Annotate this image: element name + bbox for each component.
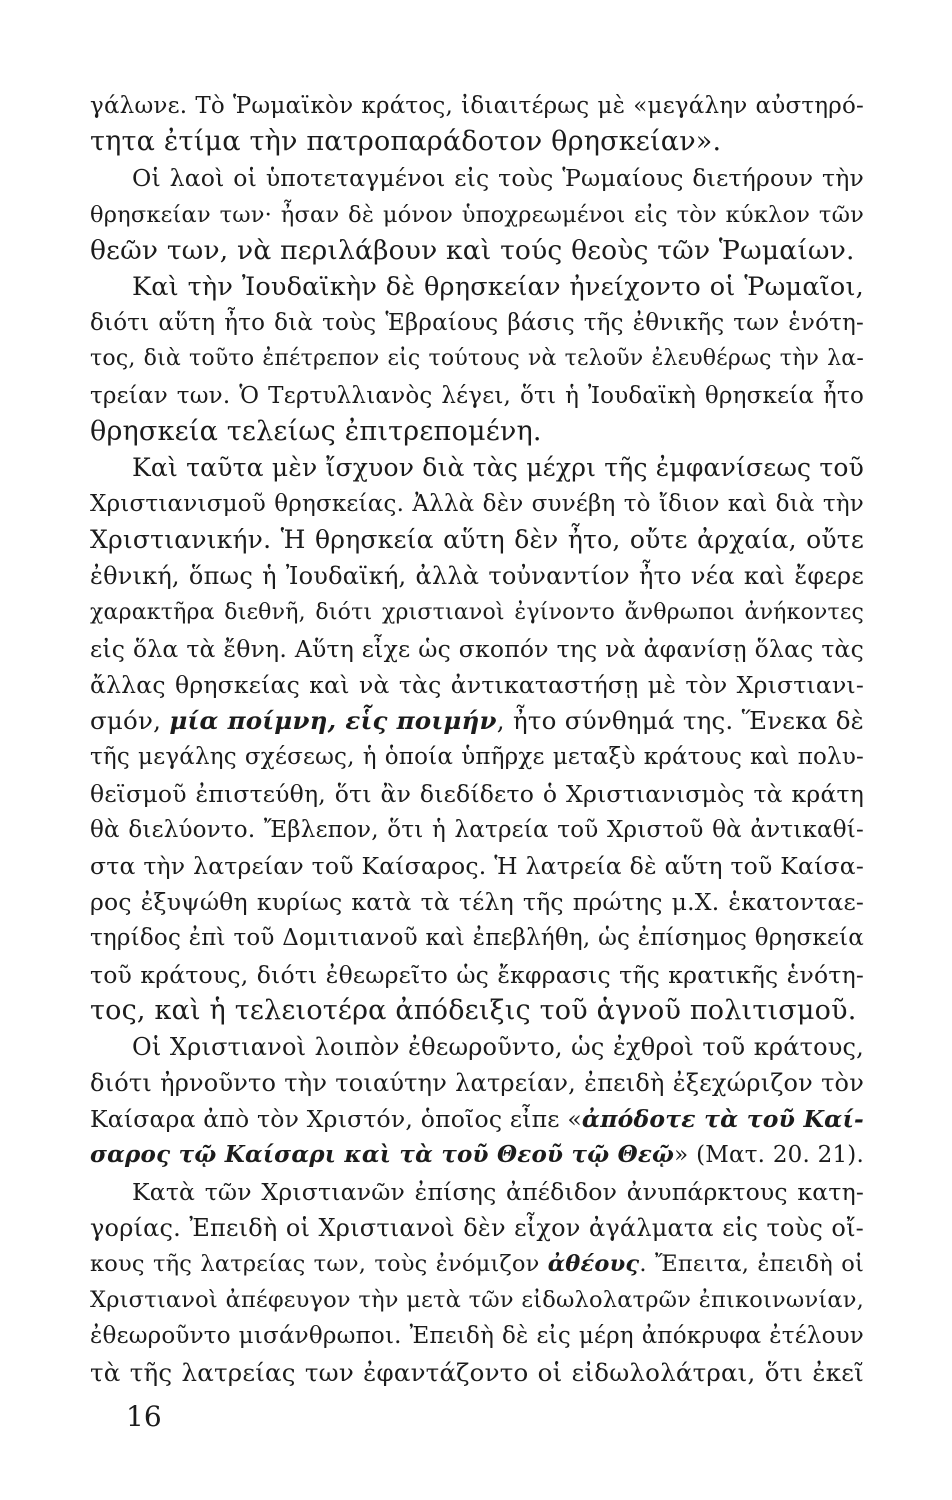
text-segment: ἐθεωροῦντο μισάνθρωποι. Ἐπειδὴ δὲ εἰς μέρη ἀπόκρυφα ἐτέλουν bbox=[90, 1323, 864, 1350]
text-segment: τὰ τῆς λατρείας των ἐφαντάζοντο οἱ εἰδωλολάτραι, ὅτι ἐκεῖ bbox=[90, 1357, 864, 1387]
text-line bbox=[90, 667, 864, 703]
text-line bbox=[90, 957, 864, 993]
text-line bbox=[90, 558, 864, 594]
text-segment: κους τῆς λατρείας των, τοὺς ἐνόμιζον bbox=[90, 1251, 548, 1277]
emphasis-text: μία ποίμνη, εἷς ποιμήν bbox=[169, 706, 497, 736]
text-segment: στα τὴν λατρείαν τοῦ Καίσαρος. Ἡ λατρεία δὲ αὕτη τοῦ Καίσα- bbox=[90, 851, 864, 880]
text-segment: θεῶν των, νὰ περιλάβουν καὶ τούς θεοὺς τῶν Ῥωμαίων. bbox=[90, 234, 855, 266]
text-line bbox=[90, 1101, 864, 1137]
text-segment: γορίας. Ἐπειδὴ οἱ Χριστιανοὶ δὲν εἶχον ἀγάλματα εἰς τοὺς οἴ- bbox=[90, 1213, 864, 1242]
text-segment: εἰς ὅλα τὰ ἔθνη. Αὕτη εἶχε ὡς σκοπόν της νὰ ἀφανίσῃ ὅλας τὰς bbox=[90, 634, 864, 663]
text-segment: διότι αὕτη ἦτο διὰ τοὺς Ἑβραίους βάσις τῆς ἐθνικῆς των ἑνότη- bbox=[90, 310, 864, 337]
text-line bbox=[90, 305, 864, 341]
text-line bbox=[90, 848, 864, 884]
text-line bbox=[90, 993, 864, 1029]
text-segment: θρησκείαν των· ἦσαν δὲ μόνον ὑποχρεωμένοι εἰς τὸν κύκλον τῶν bbox=[90, 201, 864, 228]
text-segment: τοῦ κράτους, διότι ἐθεωρεῖτο ὡς ἔκφρασις τῆς κρατικῆς ἑνότη- bbox=[90, 960, 864, 989]
text-line bbox=[90, 1210, 864, 1246]
text-line bbox=[90, 1318, 864, 1354]
text-segment: γάλωνε. Τὸ Ῥωμαϊκὸν κράτος, ἰδιαιτέρως μὲ «μεγάλην αὐστηρό- bbox=[90, 93, 864, 119]
text-segment: » (Ματ. 20. 21). bbox=[674, 1142, 864, 1169]
text-segment: θὰ διελύοντο. Ἔβλεπον, ὅτι ἡ λατρεία τοῦ Χριστοῦ θὰ ἀντικαθί- bbox=[90, 816, 864, 843]
text-segment: θεϊσμοῦ ἐπιστεύθη, ὅτι ἂν διεδίδετο ὁ Χριστιανισμὸς τὰ κράτη bbox=[90, 779, 864, 808]
text-line bbox=[90, 486, 864, 522]
text-segment: θρησκεία τελείως ἐπιτρεπομένη. bbox=[90, 415, 542, 447]
text-line bbox=[90, 378, 864, 414]
text-segment: τος, διὰ τοῦτο ἐπέτρεπον εἰς τούτους νὰ τελοῦν ἐλευθέρως τὴν λα- bbox=[90, 346, 864, 372]
text-line bbox=[90, 920, 864, 956]
text-segment: Καίσαρα ἀπὸ τὸν Χριστόν, ὁποῖος εἶπε « bbox=[90, 1105, 582, 1134]
text-segment: χαρακτῆρα διεθνῆ, διότι χριστιανοὶ ἐγίνοντο ἄνθρωποι ἀνήκοντες bbox=[90, 599, 864, 625]
text-segment: Κατὰ τῶν Χριστιανῶν ἐπίσης ἀπέδιδον ἀνυπάρκτους κατη- bbox=[132, 1177, 864, 1206]
text-line bbox=[90, 522, 864, 558]
text-line bbox=[90, 450, 864, 486]
text-segment: ρος ἐξυψώθη κυρίως κατὰ τὰ τέλη τῆς πρώτης μ.Χ. ἑκατονταε- bbox=[90, 888, 864, 917]
text-segment: τρείαν των. Ὁ Τερτυλλιανὸς λέγει, ὅτι ἡ Ἰουδαϊκὴ θρησκεία ἦτο bbox=[90, 382, 864, 409]
text-segment: τητα ἐτίμα τὴν πατροπαράδοτον θρησκείαν». bbox=[90, 126, 722, 158]
emphasis-text: σαρος τῷ Καίσαρι καὶ τὰ τοῦ Θεοῦ τῷ Θεῷ bbox=[90, 1141, 675, 1169]
text-line bbox=[90, 812, 864, 848]
text-segment: ἄλλας θρησκείας καὶ νὰ τὰς ἀντικαταστήσῃ μὲ τὸν Χριστιανι- bbox=[90, 671, 864, 699]
text-line bbox=[90, 1246, 864, 1282]
text-line bbox=[90, 269, 864, 305]
text-line bbox=[90, 1282, 864, 1318]
text-segment: τος, καὶ ἡ τελειοτέρα ἀπόδειξις τοῦ ἁγνοῦ πολιτισμοῦ. bbox=[90, 994, 857, 1026]
text-line bbox=[90, 1029, 864, 1065]
text-line bbox=[90, 1137, 864, 1173]
text-line bbox=[90, 1065, 864, 1101]
text-line bbox=[90, 233, 864, 269]
text-line bbox=[90, 1174, 864, 1210]
page-body bbox=[90, 88, 864, 1391]
page-number: 16 bbox=[126, 1400, 162, 1433]
text-segment: σμόν, bbox=[90, 706, 170, 736]
text-segment: ἐθνική, ὅπως ἡ Ἰουδαϊκή, ἀλλὰ τοὐναντίον ἦτο νέα καὶ ἔφερε bbox=[90, 562, 864, 591]
text-segment: . Ἔπειτα, ἐπειδὴ οἱ bbox=[639, 1251, 864, 1277]
text-line bbox=[90, 595, 864, 631]
text-segment: , ἦτο σύνθημά της. Ἕνεκα δὲ bbox=[496, 706, 864, 736]
text-segment: Καὶ ταῦτα μὲν ἴσχυον διὰ τὰς μέχρι τῆς ἐμφανίσεως τοῦ bbox=[132, 452, 864, 482]
emphasis-text: ἀθέους bbox=[547, 1251, 640, 1277]
text-line bbox=[90, 776, 864, 812]
text-line bbox=[90, 1355, 864, 1391]
text-segment: Χριστιανικήν. Ἡ θρησκεία αὕτη δὲν ἦτο, οὔτε ἀρχαία, οὔτε bbox=[90, 525, 864, 555]
text-segment: Χριστιανισμοῦ θρησκείας. Ἀλλὰ δὲν συνέβη τὸ ἴδιον καὶ διὰ τὴν bbox=[90, 491, 864, 518]
text-segment: Καὶ τὴν Ἰουδαϊκὴν δὲ θρησκείαν ἠνείχοντο οἱ Ῥωμαῖοι, bbox=[132, 271, 864, 302]
text-line bbox=[90, 160, 864, 196]
text-segment: Οἱ Χριστιανοὶ λοιπὸν ἐθεωροῦντο, ὡς ἐχθροὶ τοῦ κράτους, bbox=[132, 1032, 864, 1061]
text-line bbox=[90, 88, 864, 124]
text-line bbox=[90, 884, 864, 920]
text-line bbox=[90, 703, 864, 739]
text-line bbox=[90, 197, 864, 233]
text-segment: Οἱ λαοὶ οἱ ὑποτεταγμένοι εἰς τοὺς Ῥωμαίους διετήρουν τὴν bbox=[132, 164, 864, 193]
text-segment: τῆς μεγάλης σχέσεως, ἡ ὁποία ὑπῆρχε μεταξὺ κράτους καὶ πολυ- bbox=[90, 744, 864, 771]
emphasis-text: ἀπόδοτε τὰ τοῦ Καί- bbox=[581, 1105, 864, 1134]
text-line bbox=[90, 631, 864, 667]
text-line bbox=[90, 414, 864, 450]
text-segment: τηρίδος ἐπὶ τοῦ Δομιτιανοῦ καὶ ἐπεβλήθη, ὡς ἐπίσημος θρησκεία bbox=[90, 925, 864, 952]
text-line bbox=[90, 124, 864, 160]
text-line bbox=[90, 739, 864, 775]
text-line bbox=[90, 341, 864, 377]
text-segment: Χριστιανοὶ ἀπέφευγον τὴν μετὰ τῶν εἰδωλολατρῶν ἐπικοινωνίαν, bbox=[90, 1287, 864, 1314]
text-segment: διότι ἠρνοῦντο τὴν τοιαύτην λατρείαν, ἐπειδὴ ἐξεχώριζον τὸν bbox=[90, 1069, 864, 1098]
